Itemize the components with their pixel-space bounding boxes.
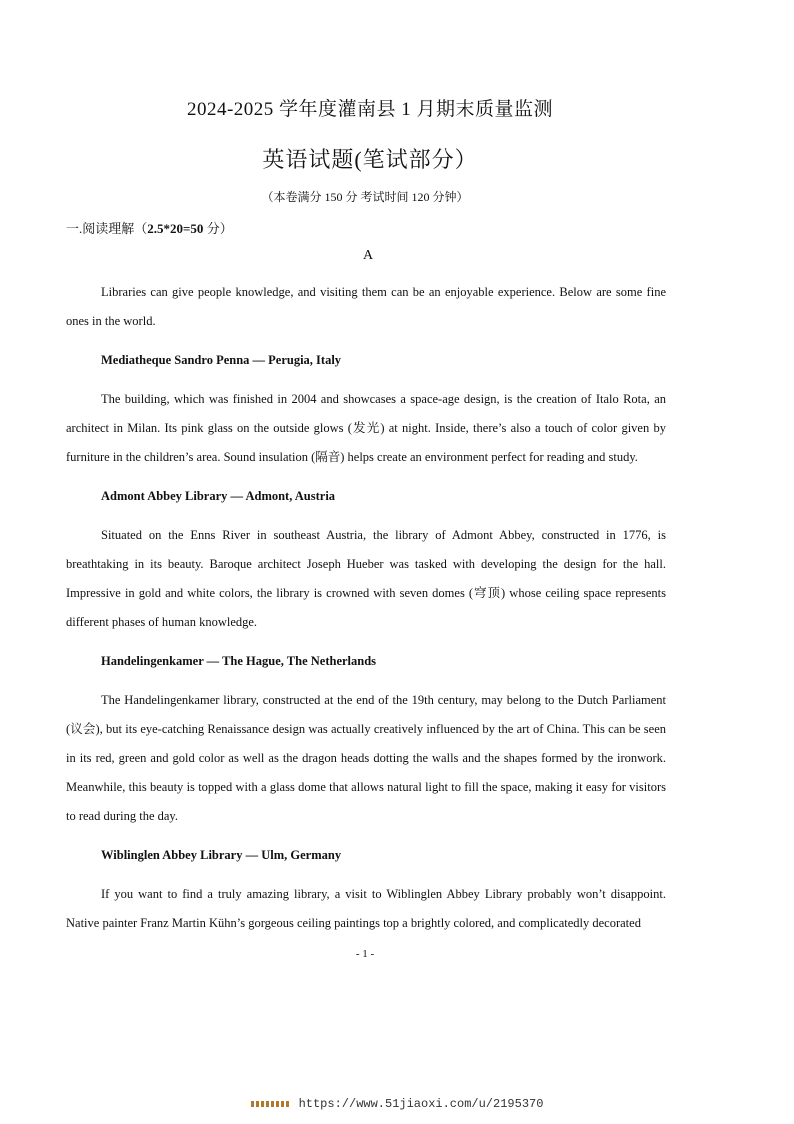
library-paragraph: The building, which was finished in 2004 and showcases a space-age design, is the creation of Italo Rota, an architect in Milan. Its pink glass on the outside glows (发光) at night. Inside, there’s also a touch of color given by furniture in the children’s area. Sound insulation (隔音) helps create an environment perfect for reading and study. xyxy=(66,392,666,464)
section-suffix: 分） xyxy=(203,221,233,236)
exam-note: （本卷满分 150 分 考试时间 120 分钟） xyxy=(261,190,469,204)
library-paragraph: The Handelingenkamer library, constructed at the end of the 19th century, may belong to the Dutch Parliament (议会), but its eye-catching Renaissance design was actually creatively influenced by the art of China. This can be seen in its red, green and gold color as well as the dragon heads dotting the walls and the shapes formed by the ironwork. Meanwhile, this beauty is topped with a glass dome that allows natural light to fill the space, making it easy for visitors to read during the day. xyxy=(66,693,666,823)
library-heading: Admont Abbey Library — Admont, Austria xyxy=(101,489,336,503)
watermark-url: https://www.51jiaoxi.com/u/2195370 xyxy=(298,1097,544,1111)
intro-paragraph: Libraries can give people knowledge, and visiting them can be an enjoyable experience. Below are some fine ones in the world. xyxy=(66,285,666,328)
section-score: 2.5*20=50 xyxy=(147,221,204,236)
page-number: - 1 - xyxy=(355,948,375,960)
library-heading: Wiblinglen Abbey Library — Ulm, Germany xyxy=(101,848,342,862)
section-label: 一.阅读理解（ xyxy=(66,221,148,236)
library-heading: Handelingenkamer — The Hague, The Netherlands xyxy=(101,654,377,668)
section-heading xyxy=(66,218,233,237)
library-heading: Mediatheque Sandro Penna — Perugia, Italy xyxy=(101,353,342,367)
library-paragraph: If you want to find a truly amazing library, a visit to Wiblinglen Abbey Library probably won’t disappoint. Native painter Franz Martin Kühn’s gorgeous ceiling paintings top a brightly colored, and complicatedly decorated xyxy=(66,887,666,930)
exam-title: 2024-2025 学年度灌南县 1 月期末质量监测 xyxy=(186,99,554,120)
exam-subtitle: 英语试题(笔试部分） xyxy=(262,147,478,172)
watermark-logo-icon xyxy=(251,1101,291,1107)
watermark xyxy=(0,1097,794,1111)
passage-body xyxy=(66,278,666,948)
library-paragraph: Situated on the Enns River in southeast Austria, the library of Admont Abbey, constructed in 1776, is breathtaking in its beauty. Baroque architect Joseph Hueber was tasked with developing the design for the hall. Impressive in gold and white colors, the library is crowned with seven domes (穹顶) whose ceiling space represents different phases of human knowledge. xyxy=(66,528,666,629)
passage-letter: A xyxy=(362,248,374,263)
